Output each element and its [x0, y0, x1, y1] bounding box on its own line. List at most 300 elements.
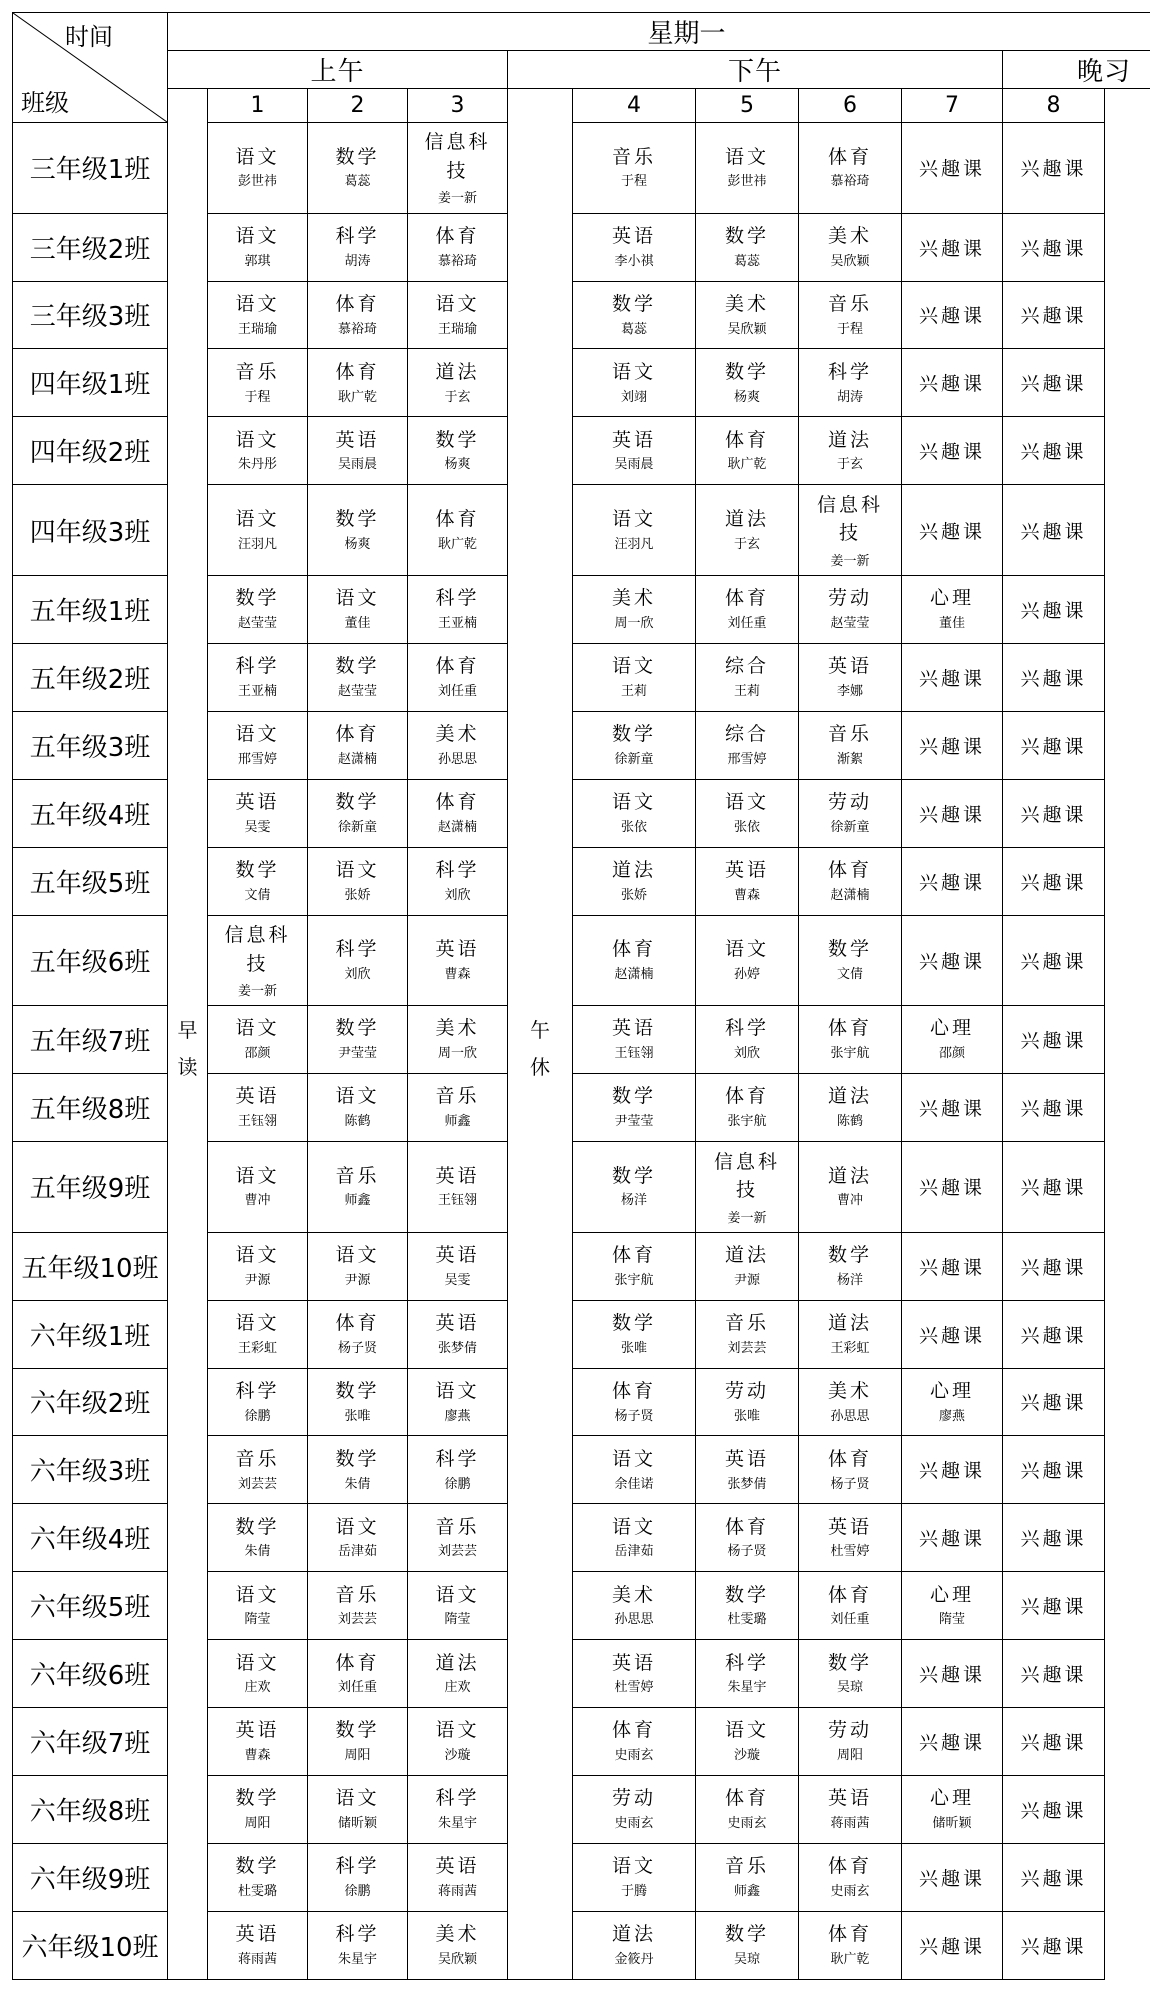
- lesson-cell: [408, 485, 508, 576]
- lesson-cell: [799, 1368, 902, 1436]
- teacher-name: 刘芸芸: [727, 1340, 767, 1356]
- teacher-name: 师鑫: [444, 1114, 471, 1130]
- lesson-cell: [408, 1776, 508, 1844]
- subject-name: 美术: [827, 224, 872, 247]
- lesson-cell: [799, 1504, 902, 1572]
- teacher-name: 文倩: [244, 887, 271, 903]
- subject-name: 英语: [235, 1085, 280, 1108]
- teacher-name: 吴雨晨: [337, 457, 377, 473]
- lesson-cell: [799, 711, 902, 779]
- teacher-name: 王钰翎: [614, 1046, 654, 1062]
- period-number: 5: [696, 89, 799, 123]
- subject-name: 科学: [335, 1855, 380, 1878]
- teacher-name: 汪羽凡: [614, 536, 654, 552]
- teacher-name: 王亚楠: [437, 615, 477, 631]
- teacher-name: 史雨玄: [614, 1816, 654, 1832]
- subject-name: 信息科技: [424, 131, 491, 182]
- lesson-cell: [208, 1074, 308, 1142]
- subject-name: 心理: [929, 1787, 974, 1810]
- lesson-cell: [208, 1436, 308, 1504]
- class-name: 四年级3班: [13, 485, 168, 576]
- lesson-cell: 兴趣课: [902, 1232, 1003, 1300]
- lesson-cell: [308, 1142, 408, 1233]
- lesson-cell: [799, 575, 902, 643]
- subject-name: 语文: [435, 1583, 480, 1606]
- lesson-cell: [696, 349, 799, 417]
- subject-name: 英语: [611, 1651, 656, 1674]
- lesson-cell: [573, 575, 696, 643]
- lesson-cell: 兴趣课: [902, 213, 1003, 281]
- lesson-cell: 兴趣课: [902, 1142, 1003, 1233]
- teacher-name: 史雨玄: [614, 1748, 654, 1764]
- subject-name: 音乐: [724, 1311, 769, 1334]
- teacher-name: 朱星宇: [337, 1952, 377, 1968]
- lesson-cell: [696, 1572, 799, 1640]
- teacher-name: 张梦倩: [437, 1340, 477, 1356]
- subject-name: 体育: [435, 507, 480, 530]
- teacher-name: 张娇: [620, 887, 647, 903]
- lesson-cell: [573, 1912, 696, 1980]
- teacher-name: 渐絮: [836, 751, 863, 767]
- teacher-name: 李小祺: [614, 253, 654, 269]
- lesson-cell: [308, 1006, 408, 1074]
- subject-name: 语文: [724, 1719, 769, 1742]
- lesson-cell: [208, 1142, 308, 1233]
- lesson-cell: [799, 643, 902, 711]
- lesson-cell: [573, 123, 696, 214]
- teacher-name: 史雨玄: [727, 1816, 767, 1832]
- lesson-cell: [696, 1300, 799, 1368]
- lesson-cell: [573, 1844, 696, 1912]
- teacher-name: 蒋雨茜: [237, 1952, 277, 1968]
- lesson-cell: [799, 213, 902, 281]
- subject-name: 心理: [929, 1583, 974, 1606]
- subject-name: 数学: [611, 723, 656, 746]
- lesson-cell: [696, 485, 799, 576]
- lesson-cell: 兴趣课: [1003, 1368, 1105, 1436]
- lesson-cell: [799, 847, 902, 915]
- teacher-name: 刘欣: [444, 887, 471, 903]
- class-name: 六年级9班: [13, 1844, 168, 1912]
- subject-name: 美术: [435, 1923, 480, 1946]
- lesson-cell: [573, 1776, 696, 1844]
- lesson-cell: 兴趣课: [902, 847, 1003, 915]
- subject-name: 英语: [827, 655, 872, 678]
- lesson-cell: [308, 643, 408, 711]
- teacher-name: 文倩: [836, 966, 863, 982]
- teacher-name: 史雨玄: [830, 1884, 870, 1900]
- teacher-name: 杨子贤: [614, 1408, 654, 1424]
- subject-name: 体育: [827, 1447, 872, 1470]
- teacher-name: 刘翊: [620, 389, 647, 405]
- teacher-name: 庄欢: [444, 1680, 471, 1696]
- lesson-cell: [408, 281, 508, 349]
- teacher-name: 朱倩: [244, 1544, 271, 1560]
- lesson-cell: [408, 1074, 508, 1142]
- subject-name: 体育: [335, 360, 380, 383]
- teacher-name: 徐新童: [614, 751, 654, 767]
- teacher-name: 张宇航: [727, 1114, 767, 1130]
- lesson-cell: [208, 1572, 308, 1640]
- lesson-cell: [308, 281, 408, 349]
- teacher-name: 吴欣颖: [437, 1952, 477, 1968]
- subject-name: 信息科技: [224, 924, 291, 975]
- subject-name: 劳动: [611, 1787, 656, 1810]
- teacher-name: 尹源: [244, 1272, 271, 1288]
- lesson-cell: [696, 1844, 799, 1912]
- lesson-cell: 兴趣课: [1003, 1640, 1105, 1708]
- subject-name: 音乐: [827, 292, 872, 315]
- lesson-cell: 兴趣课: [1003, 281, 1105, 349]
- subject-name: 体育: [335, 1311, 380, 1334]
- lesson-cell: [696, 1436, 799, 1504]
- lesson-cell: 兴趣课: [1003, 1572, 1105, 1640]
- class-name: 六年级2班: [13, 1368, 168, 1436]
- teacher-name: 赵潇楠: [614, 966, 654, 982]
- teacher-name: 葛蕊: [344, 174, 371, 190]
- teacher-name: 刘任重: [727, 615, 767, 631]
- subject-name: 体育: [435, 790, 480, 813]
- teacher-name: 姜一新: [237, 984, 277, 1000]
- subject-name: 科学: [335, 938, 380, 961]
- class-label: 班级: [21, 89, 69, 117]
- subject-name: 数学: [335, 1719, 380, 1742]
- lesson-cell: 兴趣课: [1003, 1912, 1105, 1980]
- teacher-name: 于程: [244, 389, 271, 405]
- teacher-name: 王彩虹: [830, 1340, 870, 1356]
- subject-name: 综合: [724, 723, 769, 746]
- subject-name: 体育: [724, 1515, 769, 1538]
- teacher-name: 孙思思: [614, 1612, 654, 1628]
- lesson-cell: 兴趣课: [1003, 1436, 1105, 1504]
- teacher-name: 尹源: [733, 1272, 760, 1288]
- teacher-name: 彭世祎: [727, 174, 767, 190]
- subject-name: 科学: [235, 655, 280, 678]
- lesson-cell: 兴趣课: [1003, 711, 1105, 779]
- period-number: 7: [902, 89, 1003, 123]
- class-name: 六年级1班: [13, 1300, 168, 1368]
- subject-name: 道法: [611, 858, 656, 881]
- lesson-cell: [799, 1912, 902, 1980]
- teacher-name: 郭琪: [244, 253, 271, 269]
- lesson-cell: [696, 847, 799, 915]
- subject-name: 语文: [724, 790, 769, 813]
- subject-name: 美术: [435, 1017, 480, 1040]
- teacher-name: 吴欣颖: [830, 253, 870, 269]
- subject-name: 科学: [335, 224, 380, 247]
- subject-name: 体育: [724, 1085, 769, 1108]
- lesson-cell: 兴趣课: [1003, 485, 1105, 576]
- lesson-cell: [573, 1640, 696, 1708]
- period-number: 8: [1003, 89, 1105, 123]
- subject-name: 数学: [235, 587, 280, 610]
- subject-name: 语文: [611, 507, 656, 530]
- subject-name: 劳动: [827, 790, 872, 813]
- lesson-cell: [696, 1640, 799, 1708]
- teacher-name: 孙思思: [437, 751, 477, 767]
- teacher-name: 赵潇楠: [830, 887, 870, 903]
- subject-name: 数学: [724, 360, 769, 383]
- lesson-cell: [408, 779, 508, 847]
- teacher-name: 庄欢: [244, 1680, 271, 1696]
- lesson-cell: [208, 1912, 308, 1980]
- teacher-name: 姜一新: [727, 1210, 767, 1226]
- subject-name: 体育: [611, 1719, 656, 1742]
- subject-name: 数学: [335, 655, 380, 678]
- teacher-name: 刘任重: [337, 1680, 377, 1696]
- lesson-cell: [573, 1142, 696, 1233]
- subject-name: 音乐: [827, 723, 872, 746]
- teacher-name: 张依: [620, 819, 647, 835]
- subject-name: 语文: [724, 938, 769, 961]
- teacher-name: 尹莹莹: [614, 1114, 654, 1130]
- lesson-cell: [573, 847, 696, 915]
- subject-name: 英语: [435, 1164, 480, 1187]
- subject-name: 数学: [335, 145, 380, 168]
- lesson-cell: [573, 1436, 696, 1504]
- teacher-name: 隋莹: [444, 1612, 471, 1628]
- lesson-cell: 兴趣课: [1003, 213, 1105, 281]
- lesson-cell: [208, 349, 308, 417]
- teacher-name: 储昕颖: [337, 1816, 377, 1832]
- subject-name: 语文: [435, 1719, 480, 1742]
- teacher-name: 刘芸芸: [437, 1544, 477, 1560]
- teacher-name: 张宇航: [614, 1272, 654, 1288]
- noon-break-label-bottom: 休: [530, 1054, 550, 1079]
- lesson-cell: [408, 1912, 508, 1980]
- lesson-cell: [573, 485, 696, 576]
- lesson-cell: [308, 711, 408, 779]
- lesson-cell: [696, 1006, 799, 1074]
- lesson-cell: [902, 1572, 1003, 1640]
- lesson-cell: [573, 711, 696, 779]
- teacher-name: 徐鹏: [444, 1476, 471, 1492]
- teacher-name: 赵潇楠: [437, 819, 477, 835]
- lesson-cell: 兴趣课: [902, 1300, 1003, 1368]
- lesson-cell: [208, 643, 308, 711]
- subject-name: 道法: [827, 1085, 872, 1108]
- subject-name: 美术: [827, 1379, 872, 1402]
- subject-name: 劳动: [827, 587, 872, 610]
- subject-name: 语文: [611, 1855, 656, 1878]
- subject-name: 科学: [435, 587, 480, 610]
- subject-name: 体育: [827, 1017, 872, 1040]
- lesson-cell: [308, 1232, 408, 1300]
- lesson-cell: [408, 1368, 508, 1436]
- teacher-name: 于玄: [733, 536, 760, 552]
- lesson-cell: [308, 417, 408, 485]
- teacher-name: 刘任重: [830, 1612, 870, 1628]
- subject-name: 语文: [335, 1787, 380, 1810]
- lesson-cell: 兴趣课: [902, 485, 1003, 576]
- lesson-cell: [696, 575, 799, 643]
- lesson-cell: 兴趣课: [1003, 643, 1105, 711]
- lesson-cell: [573, 915, 696, 1006]
- teacher-name: 陈鹤: [344, 1114, 371, 1130]
- teacher-name: 杨爽: [444, 457, 471, 473]
- lesson-cell: [573, 643, 696, 711]
- subject-name: 科学: [724, 1651, 769, 1674]
- subject-name: 心理: [929, 1379, 974, 1402]
- lesson-cell: [408, 1142, 508, 1233]
- subject-name: 科学: [335, 1923, 380, 1946]
- subject-name: 英语: [827, 1515, 872, 1538]
- period-number: 4: [573, 89, 696, 123]
- lesson-cell: [696, 1142, 799, 1233]
- subject-name: 语文: [235, 1243, 280, 1266]
- teacher-name: 孙思思: [830, 1408, 870, 1424]
- subject-name: 语文: [335, 1243, 380, 1266]
- subject-name: 语文: [335, 587, 380, 610]
- subject-name: 劳动: [724, 1379, 769, 1402]
- subject-name: 体育: [724, 428, 769, 451]
- teacher-name: 杨子贤: [727, 1544, 767, 1560]
- subject-name: 道法: [724, 1243, 769, 1266]
- teacher-name: 王瑞瑜: [437, 321, 477, 337]
- teacher-name: 杨子贤: [337, 1340, 377, 1356]
- teacher-name: 耿广乾: [437, 536, 477, 552]
- class-name: 五年级3班: [13, 711, 168, 779]
- lesson-cell: [696, 1074, 799, 1142]
- subject-name: 英语: [724, 1447, 769, 1470]
- teacher-name: 慕裕琦: [437, 253, 477, 269]
- class-name: 三年级1班: [13, 123, 168, 214]
- teacher-name: 廖燕: [938, 1408, 965, 1424]
- subject-name: 语文: [235, 507, 280, 530]
- lesson-cell: [799, 1300, 902, 1368]
- lesson-cell: 兴趣课: [1003, 1776, 1105, 1844]
- subject-name: 语文: [611, 1515, 656, 1538]
- teacher-name: 邢雪婷: [237, 751, 277, 767]
- subject-name: 数学: [827, 1243, 872, 1266]
- subject-name: 美术: [724, 292, 769, 315]
- subject-name: 英语: [235, 790, 280, 813]
- lesson-cell: [573, 1368, 696, 1436]
- lesson-cell: 兴趣课: [902, 1074, 1003, 1142]
- noon-break-header-blank: [508, 89, 573, 123]
- teacher-name: 杜雪婷: [614, 1680, 654, 1696]
- teacher-name: 杜雯璐: [237, 1884, 277, 1900]
- lesson-cell: [799, 281, 902, 349]
- teacher-name: 赵莹莹: [237, 615, 277, 631]
- lesson-cell: [408, 1232, 508, 1300]
- lesson-cell: [902, 1776, 1003, 1844]
- teacher-name: 刘欣: [733, 1046, 760, 1062]
- lesson-cell: [208, 1006, 308, 1074]
- subject-name: 音乐: [235, 1447, 280, 1470]
- lesson-cell: [308, 485, 408, 576]
- lesson-cell: [308, 1776, 408, 1844]
- subject-name: 语文: [235, 1017, 280, 1040]
- subject-name: 语文: [335, 1515, 380, 1538]
- lesson-cell: [696, 417, 799, 485]
- teacher-name: 蒋雨茜: [830, 1816, 870, 1832]
- lesson-cell: 兴趣课: [1003, 1232, 1105, 1300]
- subject-name: 英语: [611, 1017, 656, 1040]
- lesson-cell: 兴趣课: [1003, 1504, 1105, 1572]
- teacher-name: 张唯: [733, 1408, 760, 1424]
- lesson-cell: 兴趣课: [902, 1708, 1003, 1776]
- teacher-name: 李娜: [836, 683, 863, 699]
- lesson-cell: [408, 643, 508, 711]
- subject-name: 语文: [335, 1085, 380, 1108]
- subject-name: 体育: [611, 1243, 656, 1266]
- class-name: 四年级1班: [13, 349, 168, 417]
- noon-break-label-top: 午: [530, 1017, 550, 1042]
- teacher-name: 徐鹏: [244, 1408, 271, 1424]
- subject-name: 信息科技: [816, 493, 883, 545]
- subject-name: 数学: [435, 428, 480, 451]
- lesson-cell: 兴趣课: [902, 1436, 1003, 1504]
- teacher-name: 周一欣: [614, 615, 654, 631]
- teacher-name: 王彩虹: [237, 1340, 277, 1356]
- lesson-cell: [208, 281, 308, 349]
- class-name: 三年级3班: [13, 281, 168, 349]
- lesson-cell: [573, 779, 696, 847]
- lesson-cell: [208, 779, 308, 847]
- teacher-name: 葛蕊: [620, 321, 647, 337]
- lesson-cell: [208, 1504, 308, 1572]
- period-number: 3: [408, 89, 508, 123]
- teacher-name: 吴雨晨: [614, 457, 654, 473]
- period-number: 6: [799, 89, 902, 123]
- subject-name: 英语: [435, 1243, 480, 1266]
- teacher-name: 周阳: [836, 1748, 863, 1764]
- teacher-name: 周阳: [344, 1748, 371, 1764]
- subject-name: 语文: [235, 723, 280, 746]
- subject-name: 体育: [435, 655, 480, 678]
- teacher-name: 胡涛: [836, 389, 863, 405]
- lesson-cell: [799, 1436, 902, 1504]
- subject-name: 数学: [335, 507, 380, 530]
- lesson-cell: [573, 213, 696, 281]
- lesson-cell: [799, 1572, 902, 1640]
- lesson-cell: [408, 213, 508, 281]
- lesson-cell: [573, 1074, 696, 1142]
- teacher-name: 吴雯: [244, 819, 271, 835]
- lesson-cell: [308, 1436, 408, 1504]
- subject-name: 语文: [235, 1311, 280, 1334]
- subject-name: 音乐: [335, 1164, 380, 1187]
- teacher-name: 赵莹莹: [830, 615, 870, 631]
- subject-name: 英语: [724, 858, 769, 881]
- subject-name: 体育: [724, 587, 769, 610]
- lesson-cell: 兴趣课: [1003, 915, 1105, 1006]
- subject-name: 道法: [827, 428, 872, 451]
- lesson-cell: 兴趣课: [902, 417, 1003, 485]
- teacher-name: 张宇航: [830, 1046, 870, 1062]
- lesson-cell: [408, 417, 508, 485]
- teacher-name: 周阳: [244, 1816, 271, 1832]
- subject-name: 数学: [335, 1379, 380, 1402]
- lesson-cell: [573, 1504, 696, 1572]
- subject-name: 语文: [611, 360, 656, 383]
- teacher-name: 张娇: [344, 887, 371, 903]
- teacher-name: 姜一新: [830, 553, 870, 569]
- teacher-name: 葛蕊: [733, 253, 760, 269]
- teacher-name: 储昕颖: [932, 1816, 972, 1832]
- corner-header: [13, 13, 168, 123]
- class-name: 五年级1班: [13, 575, 168, 643]
- teacher-name: 曹森: [444, 966, 471, 982]
- teacher-name: 吴欣颖: [727, 321, 767, 337]
- teacher-name: 邵颜: [244, 1046, 271, 1062]
- subject-name: 语文: [724, 145, 769, 168]
- teacher-name: 朱倩: [344, 1476, 371, 1492]
- lesson-cell: 兴趣课: [1003, 1074, 1105, 1142]
- lesson-cell: 兴趣课: [1003, 779, 1105, 847]
- subject-name: 综合: [724, 655, 769, 678]
